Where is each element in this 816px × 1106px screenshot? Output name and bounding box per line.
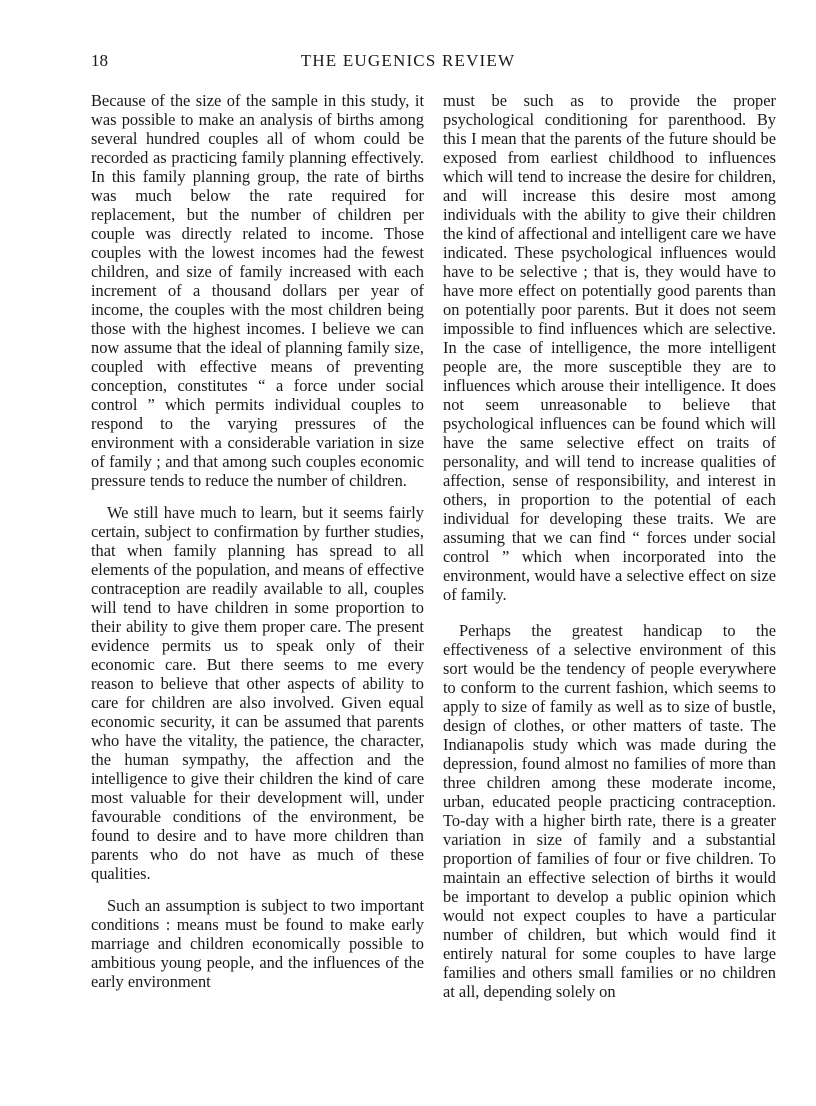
left-column [91, 91, 424, 991]
running-title: THE EUGENICS REVIEW [300, 51, 516, 70]
page-number: 18 [91, 51, 108, 70]
paragraph: must be such as to provide the proper psychological conditioning for parenthood. By this I mean that the parents of the future should be exposed from earliest childhood to influences which will tend to increase the desire for children, and will increase this desire most among individuals with the ability to give their children the kind of affectional and intelligent care we have indicated. These psychological influences would have to be selective ; that is, they would have to have more effect on potentially good parents than on potentially poor parents. But it does not seem impossible to find influences which are selective. In the case of intelligence, the more intelligent people are, the more susceptible they are to influences which arouse their intelligence. It does not seem unreasonable to believe that psychological influences can be found which will have the same selective effect on traits of personality, and will tend to increase qualities of affection, sense of responsibility, and interest in others, in proportion to the potential of each individual for developing these traits. We are assuming that we can find “ forces under social control ” which when incorporated into the environment, would have a selective effect on size of family. [443, 91, 776, 604]
paragraph: Perhaps the greatest handicap to the effectiveness of a selective environment of this sort would be the tendency of people everywhere to conform to the current fashion, which seems to apply to size of family as well as to size of bustle, design of clothes, or other matters of taste. The Indianapolis study which was made during the depression, found almost no families of more than three children among these moderate income, urban, educated people practicing contraception. To-day with a higher birth rate, there is a greater variation in size of family and a substantial proportion of families of four or five children. To maintain an effective selection of births it would be important to develop a public opinion which would not expect couples to have a particular number of children, but which would find it entirely natural for some couples to have large families and others small families or no children at all, depending solely on [443, 621, 776, 1001]
paragraph: Because of the size of the sample in this study, it was possible to make an analysis of births among several hundred couples all of whom could be recorded as practicing family planning effectively. In this family planning group, the rate of births was much below the rate required for replacement, but the number of children per couple was directly related to income. Those couples with the lowest incomes had the fewest children, and size of family increased with each increment of a thousand dollars per year of income, the couples with the most children being those with the highest incomes. I believe we can now assume that the ideal of planning family size, coupled with effective means of preventing conception, constitutes “ a force under social control ” which permits individual couples to respond to the varying pressures of the environment with a considerable variation in size of family ; and that among such couples economic pressure tends to reduce the number of children. [91, 91, 424, 490]
paragraph: We still have much to learn, but it seems fairly certain, subject to confirmation by further studies, that when family planning has spread to all elements of the population, and means of effective contraception are readily available to all, couples will tend to have children in some proportion to their ability to give them proper care. The present evidence permits us to speak only of their economic care. But there seems to me every reason to believe that other aspects of ability to care for children are also involved. Given equal economic security, it can be assumed that parents who have the vitality, the patience, the character, the human sympathy, the affection and the intelligence to give their children the kind of care most valuable for their development will, under favourable conditions of the environment, be found to desire and to have more children than parents who do not have as much of these qualities. [91, 503, 424, 883]
paragraph: Such an assumption is subject to two important conditions : means must be found to make early marriage and children economically possible to ambitious young people, and the influences of the early environment [91, 896, 424, 991]
right-column [443, 91, 776, 1001]
